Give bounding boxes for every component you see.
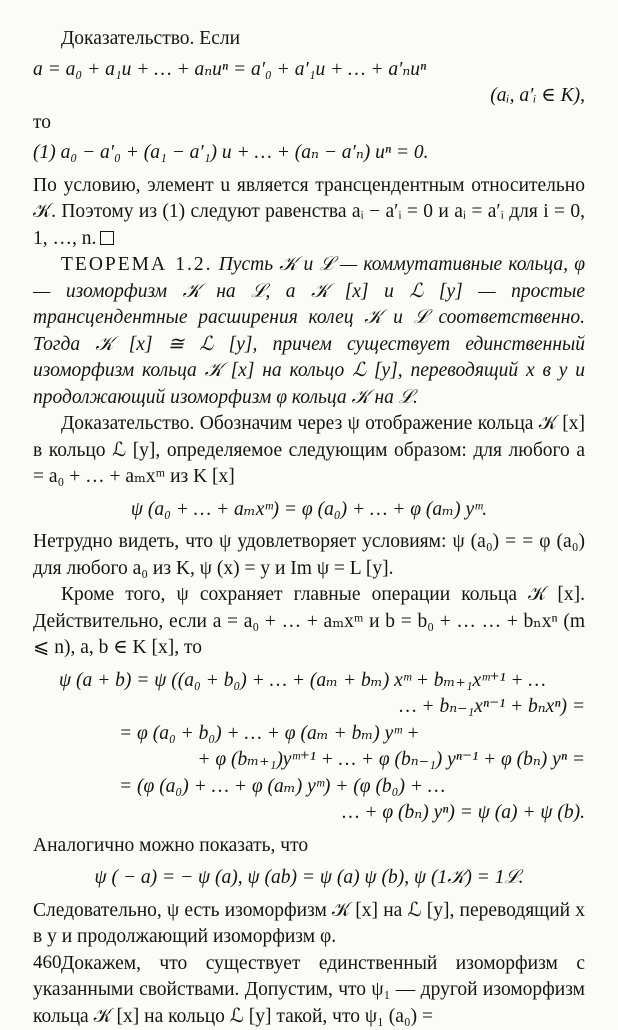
equation-a: a = a₀ + a₁u + … + aₙuⁿ = a′₀ + a′₁u + … + a′ₙuⁿ <box>33 57 585 84</box>
paragraph-conditions: Нетрудно видеть, что ψ удовлетворяет условиям: ψ (a₀) = = φ (a₀) для любого a₀ из K, ψ (x) = y и Im ψ = L [y]. <box>33 529 585 582</box>
equation-block-sum <box>33 668 585 827</box>
theorem-heading: ТЕОРЕМА 1.2. <box>61 254 213 275</box>
equation-line-1: ψ (a + b) = ψ ((a₀ + b₀) + … + (aₘ + bₘ) xᵐ + bₘ₊₁xᵐ⁺¹ + … <box>33 668 585 695</box>
equation-line-6: … + φ (bₙ) yⁿ) = ψ (a) + ψ (b). <box>33 800 585 827</box>
paragraph-conclusion: Следовательно, ψ есть изоморфизм 𝒦 [x] на ℒ [y], переводящий x в y и продолжающий изоморфизм φ. <box>33 898 585 951</box>
equation-psi-def: ψ (a₀ + … + aₘxᵐ) = φ (a₀) + … + φ (aₘ) yᵐ. <box>33 497 585 524</box>
equation-line-4: + φ (bₘ₊₁)yᵐ⁺¹ + … + φ (bₙ₋₁) yⁿ⁻¹ + φ (bₙ) yⁿ = <box>33 747 585 774</box>
paragraph-analog: Аналогично можно показать, что <box>33 833 585 860</box>
paragraph-condition: По условию, элемент u является трансцендентным относительно 𝒦. Поэтому из (1) следуют равенства aᵢ − a′ᵢ = 0 и aᵢ = a′ᵢ для i = 0, 1, …, n. <box>33 173 585 253</box>
paragraph-operations: Кроме того, ψ сохраняет главные операции кольца 𝒦 [x]. Действительно, если a = a₀ + … + aₘxᵐ и b = b₀ + … … + bₙxⁿ (m ⩽ n), a, b ∈ K [x], то <box>33 582 585 662</box>
equation-1: (1) a₀ − a′₀ + (a₁ − a′₁) u + … + (aₙ − a′ₙ) uⁿ = 0. <box>33 140 585 167</box>
theorem-1-2 <box>33 252 585 411</box>
proof-start-line: Доказательство. Если <box>33 26 585 53</box>
equation-neg-prod-unit: ψ ( − a) = − ψ (a), ψ (ab) = ψ (a) ψ (b), ψ (1𝒦) = 1ℒ. <box>33 865 585 892</box>
equation-a-condition: (aᵢ, a′ᵢ ∈ K), <box>33 83 585 110</box>
theorem-statement: Пусть 𝒦 и ℒ — коммутативные кольца, φ — изоморфизм 𝒦 на ℒ, а 𝒦 [x] и ℒ [y] — простые трансцендентные расширения колец 𝒦 и ℒ соответственно. Тогда 𝒦 [x] ≅ ℒ [y], причем существует единственный изоморфизм кольца 𝒦 [x] на кольцо ℒ [y], переводящий x в y и продолжающий изоморфизм φ кольца 𝒦 на ℒ. <box>33 254 585 408</box>
qed-square-icon <box>100 231 114 245</box>
paragraph-uniqueness: Докажем, что существует единственный изоморфизм с указанными свойствами. Допустим, что ψ₁ — другой изоморфизм кольца 𝒦 [x] на кольцо ℒ [y] такой, что ψ₁ (a₀) = <box>33 951 585 1030</box>
equation-line-5: = (φ (a₀) + … + φ (aₘ) yᵐ) + (φ (b₀) + … <box>33 774 585 801</box>
page-body <box>33 26 585 1030</box>
equation-line-2: … + bₙ₋₁xⁿ⁻¹ + bₙxⁿ) = <box>33 694 585 721</box>
text-to: то <box>33 110 585 137</box>
equation-line-3: = φ (a₀ + b₀) + … + φ (aₘ + bₘ) yᵐ + <box>33 721 585 748</box>
proof-paragraph: Доказательство. Обозначим через ψ отображение кольца 𝒦 [x] в кольцо ℒ [y], определяемое следующим образом: для любого a = a₀ + … + aₘxᵐ из K [x] <box>33 411 585 491</box>
page-number: 460 <box>33 950 62 977</box>
